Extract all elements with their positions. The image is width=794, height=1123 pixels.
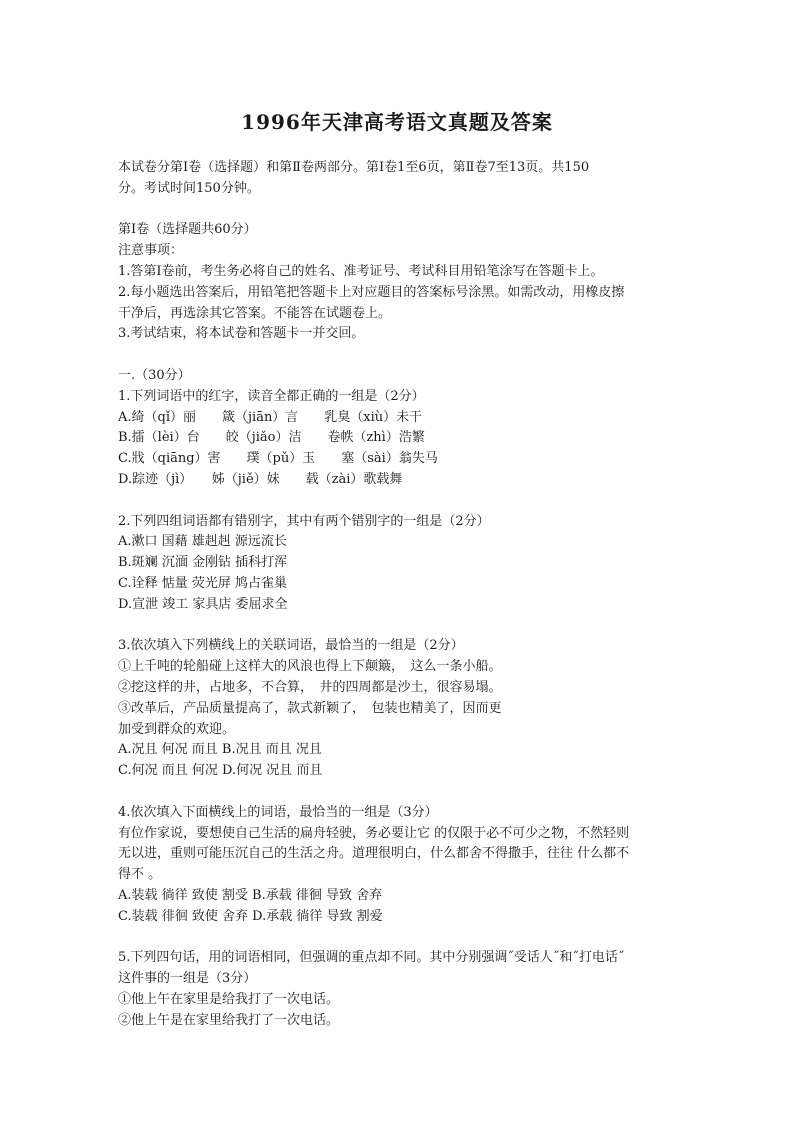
answer-option: A.绮（qǐ）丽 箴（jiān）言 乳臭（xiù）未干 bbox=[118, 409, 423, 425]
intro-paragraph bbox=[118, 158, 684, 200]
question-sentence: ③改革后，产品质量提高了，款式新颖了， 包装也精美了，因而更 bbox=[118, 700, 502, 716]
answer-option: A.装载 徜徉 致使 割受 B.承载 徘徊 导致 舍弃 bbox=[118, 887, 383, 903]
question-4 bbox=[118, 803, 684, 928]
notice-item: 干净后，再选涂其它答案。不能答在试题卷上。 bbox=[118, 305, 392, 321]
answer-option: B.擂（lèi）台 皎（jiǎo）洁 卷帙（zhì）浩繁 bbox=[118, 430, 425, 446]
question-stem: 4.依次填入下面横线上的词语，最恰当的一组是（3分） bbox=[118, 804, 438, 820]
question-sentence: ②挖这样的井，占地多，不合算， 井的四周都是沙土，很容易塌。 bbox=[118, 679, 502, 695]
answer-option: A.况且 何况 而且 B.况且 而且 况且 bbox=[118, 742, 322, 758]
answer-option: B.斑斓 沉湎 金刚钻 插科打浑 bbox=[118, 555, 288, 571]
text-line: 本试卷分第Ⅰ卷（选择题）和第Ⅱ卷两部分。第Ⅰ卷1至6页，第Ⅱ卷7至13页。共150 bbox=[118, 160, 590, 175]
question-stem: 1.下列词语中的红字，读音全都正确的一组是（2分） bbox=[118, 388, 425, 404]
question-stem: 2.下列四组词语都有错别字，其中有两个错别字的一组是（2分） bbox=[118, 513, 490, 529]
notice-block bbox=[118, 241, 684, 345]
question-passage: 得不 。 bbox=[118, 867, 162, 883]
volume-heading: 第Ⅰ卷（选择题共60分） bbox=[118, 222, 257, 238]
notice-item: 3.考试结束，将本试卷和答题卡一并交回。 bbox=[118, 326, 365, 342]
answer-option: C.诠释 惦量 荧光屏 鸠占雀巢 bbox=[118, 575, 288, 591]
question-stem: 5.下列四句话，用的词语相同，但强调的重点却不同。其中分别强调˝受话人˝和˝打电话˝ bbox=[118, 950, 625, 966]
notice-item: 2.每小题选出答案后，用铅笔把答题卡上对应题目的答案标号涂黑。如需改动，用橡皮擦 bbox=[118, 284, 625, 300]
question-passage: 有位作家说，要想使自己生活的扁舟轻驶，务必要让它 的仅限于必不可少之物，不然轻则 bbox=[118, 825, 630, 841]
question-passage: 无以进，重则可能压沉自己的生活之舟。道理很明白，什么都舍不得撒手，往往 什么都不 bbox=[118, 846, 630, 862]
question-sentence: ②他上午是在家里给我打了一次电话。 bbox=[118, 1012, 340, 1028]
section-heading: 一.（30分） bbox=[118, 367, 191, 383]
answer-option: A.漱口 国藉 雄赳赳 源远流长 bbox=[118, 534, 287, 550]
question-stem: 这件事的一组是（3分） bbox=[118, 971, 257, 987]
answer-option: D.宣泄 竣工 家具店 委屈求全 bbox=[118, 596, 288, 612]
question-sentence: 加受到群众的欢迎。 bbox=[118, 721, 236, 737]
document-body bbox=[118, 158, 684, 1031]
question-5 bbox=[118, 948, 684, 1031]
question-sentence: ①上千吨的轮船碰上这样大的风浪也得上下颠簸， 这么一条小船。 bbox=[118, 659, 502, 675]
document-title: 1996年天津高考语文真题及答案 bbox=[241, 110, 553, 134]
answer-option: C.装载 徘徊 致使 舍弃 D.承载 徜徉 导致 割爱 bbox=[118, 908, 383, 924]
question-1 bbox=[118, 387, 684, 491]
question-2 bbox=[118, 512, 684, 616]
answer-option: C.戕（qiāng）害 璞（pǔ）玉 塞（sài）翁失马 bbox=[118, 451, 438, 467]
question-3 bbox=[118, 636, 684, 782]
notice-item: 1.答第Ⅰ卷前，考生务必将自己的姓名、准考证号、考试科目用铅笔涂写在答题卡上。 bbox=[118, 263, 604, 279]
question-stem: 3.依次填入下列横线上的关联词语，最恰当的一组是（2分） bbox=[118, 638, 464, 654]
question-sentence: ①他上午在家里是给我打了一次电话。 bbox=[118, 991, 340, 1007]
text-line: 分。考试时间150分钟。 bbox=[118, 180, 260, 196]
notice-heading: 注意事项： bbox=[118, 243, 184, 259]
answer-option: D.踪迹（jì） 姊（jiě）妹 载（zài）歌载舞 bbox=[118, 471, 403, 487]
answer-option: C.何况 而且 何况 D.何况 况且 而且 bbox=[118, 763, 323, 779]
